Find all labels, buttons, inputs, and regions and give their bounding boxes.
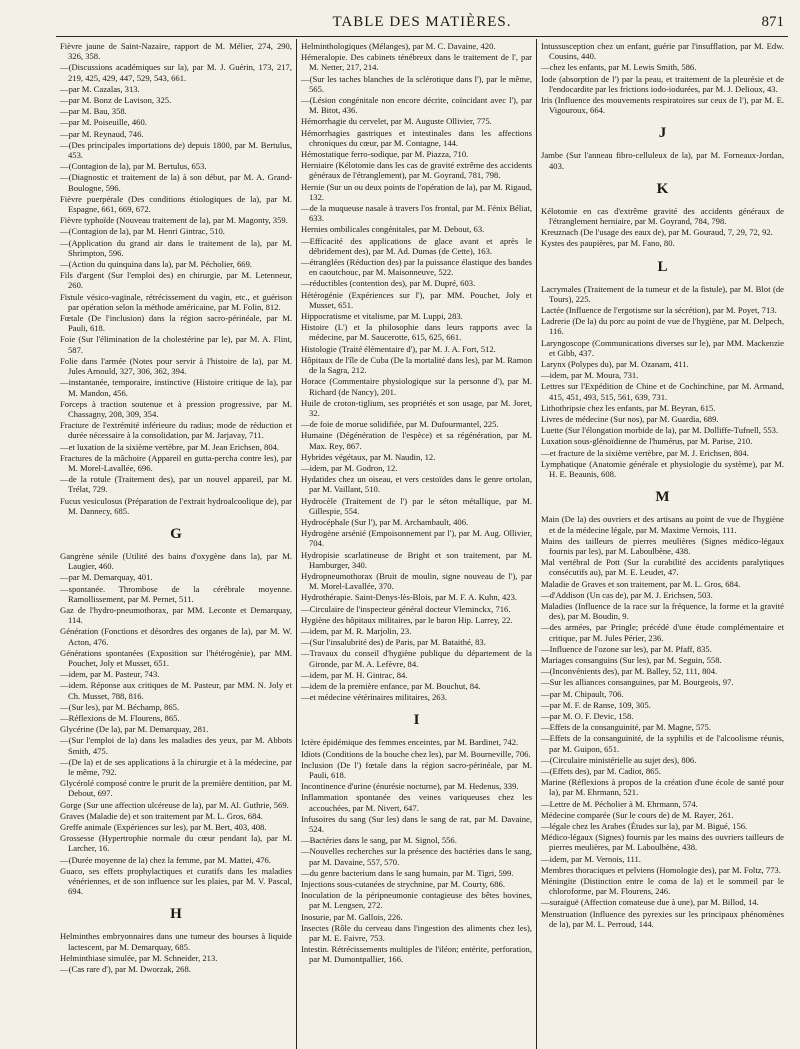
index-entry: Menstruation (Influence des pyrexies sur les principaux phénomènes de la), par M. L. Perroud, 144. xyxy=(541,908,784,929)
section-letter: L xyxy=(657,258,668,275)
index-entry: —chez les enfants, par M. Lewis Smith, 586. xyxy=(541,62,697,73)
index-entry: Histologie (Traité élémentaire d'), par M. J. A. Fort, 512. xyxy=(301,343,496,354)
index-entry: Fièvre puerpérale (Des conditions étiologiques de la), par M. Espagne, 661, 669, 672. xyxy=(60,193,292,215)
index-entry: Hydropisie scarlatineuse de Bright et son traitement, par M. Hamburger, 340. xyxy=(301,549,532,570)
index-entry: —par M. Reynaud, 746. xyxy=(60,128,144,139)
index-entry: Greffe animale (Expériences sur les), par M. Bert, 403, 408. xyxy=(60,822,267,833)
index-entry: Hydrocéphale (Sur l'), par M. Archambault, 406. xyxy=(301,516,469,527)
index-entry: Gaz de l'hydro-pneumothorax, par MM. Leconte et Demarquay, 114. xyxy=(60,604,292,626)
index-entry: Membres thoraciques et pelviens (Homologie des), par M. Foltz, 773. xyxy=(541,864,781,875)
index-entry: —suraiguë (Affection comateuse due à une), par M. Billod, 14. xyxy=(541,897,759,908)
index-entry: Fils d'argent (Sur l'emploi des) en chirurgie, par M. Letenneur, 260. xyxy=(60,270,292,291)
index-entry: —spontanée. Thrombose de la cérébrale moyenne. Ramollissement, par M. Pernet, 511. xyxy=(60,583,292,604)
index-entry: Hémeralopie. Des cabinets ténébreux dans le traitement de l', par M. Netter, 217, 214. xyxy=(301,52,532,73)
index-entry: —idem. Réponse aux critiques de M. Pasteur, par MM. N. Joly et Ch. Musset, 788, 816. xyxy=(60,680,292,701)
index-entry: —par M. Bau, 358. xyxy=(60,106,127,117)
index-entry: —Sur les alliances consanguines, par M. Bourgeois, 97. xyxy=(541,677,734,688)
index-entry: Grossesse (Hypertrophie normale du cœur pendant la), par M. Larcher, 16. xyxy=(60,833,292,854)
index-entry: Inosurie, par M. Gallois, 226. xyxy=(301,911,403,922)
index-entry: —légale chez les Arabes (Études sur la), par M. Bigué, 156. xyxy=(541,820,748,831)
index-entry: Forceps à traction soutenue et à pression progressive, par M. Chassagny, 208, 309, 354. xyxy=(60,398,292,419)
index-entry: —d'Addison (Un cas de), par M. J. Erichsen, 503. xyxy=(541,589,713,600)
index-entry: Hybrides végétaux, par M. Naudin, 12. xyxy=(301,451,436,462)
index-entry: —(Contagion de la), par M. Henri Gintrac, 510. xyxy=(60,226,225,237)
index-entry: Huile de croton-tiglium, ses propriétés et son usage, par M. Joret, 32. xyxy=(301,397,532,418)
index-entry: Générations spontanées (Exposition sur l'hétérogénie), par MM. Pouchet, Joly et Musset, 651. xyxy=(60,647,292,668)
index-entry: Hydropneumothorax (Bruit de moulin, signe nouveau de l'), par M. Morel-Lavallée, 370. xyxy=(301,570,532,592)
section-letter: M xyxy=(655,489,670,506)
index-entry: Hydatides chez un oiseau, et vers cestoïdes dans le genre ortolan, par M. Vaillant, 510. xyxy=(301,474,532,495)
index-entry: —Lettre de M. Pécholier à M. Ehrmann, 574. xyxy=(541,798,698,809)
index-entry: —réductibles (contention des), par M. Dupré, 603. xyxy=(301,278,476,289)
index-entry: Hémorrhagie du cervelet, par M. Auguste Ollivier, 775. xyxy=(301,116,492,127)
index-entry: Glycérolé composé contre le prurit de la première dentition, par M. Debout, 697. xyxy=(60,778,292,799)
index-entry: —des armées, par Pringle; précédé d'une étude complémentaire et critique, par M. Jules Périer, 236. xyxy=(541,622,784,643)
index-entry: Maladie de Graves et son traitement, par M. L. Gros, 684. xyxy=(541,578,741,589)
index-entry: Intestin. Rétrécissements multiples de l'iléon; entérite, perforation, par M. Dumontpallier, 166. xyxy=(301,944,532,965)
index-entry: —(Lésion congénitale non encore décrite, coïncidant avec l'), par M. Bitot, 436. xyxy=(301,95,532,116)
section-letter: H xyxy=(170,906,182,923)
index-entry: —idem de la première enfance, par M. Bouchut, 84. xyxy=(301,680,481,691)
index-entry: Incontinence d'urine (énurésie nocturne), par M. Hedenus, 339. xyxy=(301,781,519,792)
index-entry: —par M. F. de Ranse, 109, 305. xyxy=(541,699,651,710)
index-entry: Guaco, ses effets prophylactiques et curatifs dans les maladies vénériennes, et de son influence sur les plaies, par M. V. Pascal, 694. xyxy=(60,865,292,897)
index-entry: —(Inconvénients des), par M. Balley, 52, 111, 804. xyxy=(541,666,718,677)
index-entry: —Effets de la consanguinité, de la syphilis et de l'alcoolisme réunis, par M. Guipon, 651. xyxy=(541,733,784,754)
section-letter: I xyxy=(413,712,420,729)
index-entry: —(Sur l'emploi de la) dans les maladies des yeux, par M. Abbots Smith, 475. xyxy=(60,735,292,756)
index-entry: Idiots (Conditions de la bouche chez les), par M. Bourneville, 706. xyxy=(301,748,531,759)
index-entry: Histoire (L') et la philosophie dans leurs rapports avec la médecine, par M. Saucerotte, 615, 625, 661. xyxy=(301,322,532,343)
index-entry: —Efficacité des applications de glace avant et après le débridement des), par M. Ad. Dumas (de Cette), 163. xyxy=(301,235,532,256)
index-entry: Luxation sous-glénoïdienne de l'humérus, par M. Parise, 210. xyxy=(541,436,753,447)
index-entry: Hygiène des hôpitaux militaires, par le baron Hip. Larrey, 22. xyxy=(301,614,513,625)
index-entry: —étranglées (Réduction des) par la puissance élastique des bandes en caoutchouc, par M. Maisonneuve, 522. xyxy=(301,257,532,278)
index-entry: —(Sur l'insalubrité des) de Paris, par M. Bataithé, 83. xyxy=(301,637,486,648)
index-entry: Inoculation de la péripneumonie contagieuse des bêtes bovines, par M. Lengsen, 272. xyxy=(301,890,532,911)
index-entry: Kystes des paupières, par M. Fano, 80. xyxy=(541,238,675,249)
page-title: TABLE DES MATIÈRES. xyxy=(332,14,512,30)
index-entry: Fièvre jaune de Saint-Nazaire, rapport de M. Mélier, 274, 290, 326, 358. xyxy=(60,41,292,62)
index-entry: Mariages consanguins (Sur les), par M. Seguin, 558. xyxy=(541,654,722,665)
index-entry: Larynx (Polypes du), par M. Ozanam, 411. xyxy=(541,359,689,370)
index-entry: —idem, par M. H. Gintrac, 84. xyxy=(301,669,408,680)
index-column-1 xyxy=(56,39,296,1049)
index-entry: Inclusion (De l') fœtale dans la région sacro-périnéale, par M. Pauli, 618. xyxy=(301,759,532,780)
index-entry: Helminthiase simulée, par M. Schneider, 213. xyxy=(60,952,218,963)
index-entry: Helminthologiques (Mélanges), par M. C. Davaine, 420. xyxy=(301,41,496,51)
index-entry: —et médecine vétérinaires militaires, 263. xyxy=(301,692,448,703)
index-entry: —de la rotule (Traitement des), par un nouvel appareil, par M. Trélat, 729. xyxy=(60,474,292,495)
index-entry: —(Effets des), par M. Cadiot, 865. xyxy=(541,765,661,776)
index-entry: Injections sous-cutanées de strychnine, par M. Courty, 686. xyxy=(301,879,505,890)
index-entry: —du genre bacterium dans le sang humain, par M. Tigri, 599. xyxy=(301,867,514,878)
index-entry: —de foie de morue solidifiée, par M. Dufourmantel, 225. xyxy=(301,419,499,430)
index-entry: Marine (Réflexions à propos de la création d'une école de santé pour la), par M. Ehrmann, 521. xyxy=(541,777,784,798)
page-number: 871 xyxy=(761,14,784,30)
index-entry: —(Sur les), par M. Béchamp, 865. xyxy=(60,701,180,712)
index-entry: —idem, par M. Pasteur, 743. xyxy=(60,669,160,680)
index-entry: —idem, par M. R. Marjolin, 23. xyxy=(301,625,412,636)
index-entry: Herniaire (Kélotomie dans les cas de gravité extrême des accidents généraux de l'étranglement), par M. Goyrand, 781, 798. xyxy=(301,160,532,181)
index-entry: —Circulaire de l'inspecteur général docteur Vleminckx, 716. xyxy=(301,603,511,614)
index-entry: Foie (Sur l'élimination de la cholestérine par le), par M. A. Flint, 587. xyxy=(60,334,292,355)
index-entry: Hydrocèle (Traitement de l') par le séton métallique, par M. Gillespie, 554. xyxy=(301,495,532,516)
index-column-3 xyxy=(536,39,788,1049)
index-entry: —idem, par M. Moura, 731. xyxy=(541,370,639,381)
index-entry: Iode (absorption de l') par la peau, et traitement de la pleurésie et de l'endocardite par les frictions iodo-iodurées, par M. J. Delioux, 43. xyxy=(541,73,784,94)
index-entry: —(Contagion de la), par M. Bertulus, 653. xyxy=(60,161,207,172)
index-entry: Jambe (Sur l'anneau fibro-celluleux de la), par M. Forneaux-Jordan, 403. xyxy=(541,150,784,171)
index-entry: Infusoires du sang (Sur les) dans le sang de rat, par M. Davaine, 524. xyxy=(301,813,532,835)
index-entry: Fœtale (De l'inclusion) dans la région sacro-périnéale, par M. Pauli, 618. xyxy=(60,313,292,334)
index-entry: Horace (Commentaire physiologique sur la personne d'), par M. Richard (de Nancy), 201. xyxy=(301,376,532,397)
index-entry: Lymphatique (Anatomie générale et physiologie du système), par M. H. E. Beaunis, 608. xyxy=(541,458,784,480)
index-entry: Hernies ombilicales congénitales, par M. Debout, 63. xyxy=(301,224,485,235)
index-entry: Hydrothérapie. Saint-Denys-lès-Blois, par M. F. A. Kuhn, 423. xyxy=(301,592,518,603)
index-entry: —(Discussions académiques sur la), par M. J. Guérin, 173, 217, 219, 425, 429, 447, 529, 543, 661. xyxy=(60,62,292,83)
index-entry: Hernie (Sur un ou deux points de l'opération de la), par M. Rigaud, 132. xyxy=(301,181,532,202)
index-entry: —Nouvelles recherches sur la présence des bactéries dans le sang, par M. Davaine, 557, 570. xyxy=(301,846,532,867)
index-entry: Maladies (Influence de la race sur la fréquence, la forme et la gravité des), par M. Boudin, 9. xyxy=(541,600,784,622)
index-entry: Fièvre typhoïde (Nouveau traitement de la), par M. Magonty, 359. xyxy=(60,215,288,226)
index-entry: —de la muqueuse nasale à travers l'os frontal, par M. Fénix Béliat, 633. xyxy=(301,203,532,224)
index-entry: —(Action du quinquina dans la), par M. Pécholier, 669. xyxy=(60,259,253,270)
index-entry: —par M. Cazalas, 313. xyxy=(60,83,140,94)
index-entry: Laryngoscope (Communications diverses sur le), par MM. Mackenzie et Gibb, 437. xyxy=(541,337,784,358)
index-entry: —(Cas rare d'), par M. Dworzak, 268. xyxy=(60,964,191,975)
index-entry: —(Sur les taches blanches de la sclérotique dans l'), par le même, 565. xyxy=(301,73,532,94)
index-entry: Médecine comparée (Sur le cours de) de M. Rayer, 261. xyxy=(541,809,734,820)
index-entry: Fucus vesiculosus (Préparation de l'extrait hydroalcoolique de), par M. Dannecy, 685. xyxy=(60,495,292,516)
index-entry: Insectes (Rôle du cerveau dans l'ingestion des aliments chez les), par M. E. Faivre, 753. xyxy=(301,922,532,944)
index-entry: Fracture de l'extrémité inférieure du radius; mode de réduction et durée nécessaire à la consolidation, par M. Jarjavay, 711. xyxy=(60,420,292,441)
index-entry: —et luxation de la sixième vertèbre, par M. Jean Erichsen, 804. xyxy=(60,441,280,452)
index-entry: Kreuznach (De l'usage des eaux de), par M. Gouraud, 7, 29, 72, 92. xyxy=(541,227,773,238)
index-entry: Intussusception chez un enfant, guérie par l'insufflation, par M. Edw. Cousins, 440. xyxy=(541,41,784,62)
index-entry: Lithothripsie chez les enfants, par M. Beyran, 615. xyxy=(541,402,716,413)
index-entry: —idem, par M. Godron, 12. xyxy=(301,462,398,473)
index-columns xyxy=(56,39,788,1049)
index-entry: Ictère épidémique des femmes enceintes, par M. Bardinet, 742. xyxy=(301,737,519,748)
index-entry: Folie dans l'armée (Notes pour servir à l'histoire de la), par M. Jules Arnould, 327, 306, 362, 394. xyxy=(60,355,292,377)
index-entry: Kélotomie en cas d'extrême gravité des accidents généraux de l'étranglement herniaire, par M. Goyrand, 784, 798. xyxy=(541,205,784,227)
index-entry: Lettres sur l'Expédition de Chine et de Cochinchine, par M. Armand, 415, 451, 493, 515, 561, 639, 731. xyxy=(541,381,784,402)
index-entry: —(Des principales importations de) depuis 1800, par M. Bertulus, 453. xyxy=(60,139,292,161)
section-letter: J xyxy=(658,125,667,142)
index-entry: —par M. Bonz de Lavison, 325. xyxy=(60,95,172,106)
index-entry: —par M. Demarquay, 401. xyxy=(60,572,153,583)
index-entry: —Effets de la consanguinité, par M. Magne, 575. xyxy=(541,722,712,733)
index-entry: Main (De la) des ouvriers et des artisans au point de vue de l'hygiène et de la médecine légale, par M. Maxime Vernois, 111. xyxy=(541,514,784,535)
index-entry: Luette (Sur l'élongation morbide de la), par M. Dolliffe-Tufnell, 553. xyxy=(541,425,779,436)
index-entry: Mal vertébral de Pott (Sur la curabilité des accidents paralytiques consécutifs au), par M. E. Leudet, 47. xyxy=(541,557,784,578)
index-entry: Humaine (Dégénération de l'espèce) et sa régénération, par M. Max. Rey, 867. xyxy=(301,430,532,451)
index-entry: Fistule vésico-vaginale, rétrécissement du vagin, etc., et guérison par opération selon la méthode américaine, par M. Folin, 812. xyxy=(60,291,292,312)
index-entry: Fractures de la mâchoire (Appareil en gutta-percha contre les), par M. Morel-Lavallée, 696. xyxy=(60,452,292,473)
index-entry: Iris (Influence des mouvements respiratoires sur ceux de l'), par M. E. Vigouroux, 664. xyxy=(541,95,784,116)
index-entry: —idem, par M. Vernois, 111. xyxy=(541,853,641,864)
index-entry: —(Circulaire ministérielle au sujet des), 806. xyxy=(541,754,697,765)
index-entry: Lactée (Influence de l'ergotisme sur la sécrétion), par M. Poyet, 713. xyxy=(541,305,777,316)
index-column-2 xyxy=(296,39,536,1049)
index-entry: —instantanée, temporaire, instinctive (Histoire critique de la), par M. Mandon, 456. xyxy=(60,377,292,398)
index-entry: —Travaux du conseil d'hygiène publique du département de la Gironde, par M. A. Lefèvre, 84. xyxy=(301,648,532,669)
index-entry: Génération (Fonctions et désordres des organes de la), par M. W. Acton, 476. xyxy=(60,626,292,647)
index-entry: —par M. O. F. Devic, 158. xyxy=(541,710,634,721)
index-entry: —et fracture de la sixième vertèbre, par M. J. Erichsen, 804. xyxy=(541,447,749,458)
index-entry: —Réflexions de M. Flourens, 865. xyxy=(60,712,180,723)
index-entry: Hôpitaux de l'île de Cuba (De la mortalité dans les), par M. Ramon de la Sagra, 212. xyxy=(301,354,532,376)
index-entry: Hémostatique ferro-sodique, par M. Piazza, 710. xyxy=(301,149,469,160)
index-entry: Médico-légaux (Signes) fournis par les mains des ouvriers tailleurs de pierres meulières, par M. Laboulbène, 438. xyxy=(541,832,784,853)
page-header xyxy=(56,8,788,37)
index-entry: —Bactéries dans le sang, par M. Signol, 556. xyxy=(301,835,457,846)
index-entry: Inflammation spontanée des veines variqueuses chez les accouchées, par M. Nivert, 647. xyxy=(301,792,532,813)
section-letter: G xyxy=(170,525,182,542)
index-entry: —Influence de l'ozone sur les), par M. Pfaff, 835. xyxy=(541,643,712,654)
index-entry: —par M. Poiseuille, 460. xyxy=(60,117,147,128)
index-entry: Livres de médecine (Sur nos), par M. Guardia, 689. xyxy=(541,414,719,425)
index-entry: Hétérogénie (Expériences sur l'), par MM. Pouchet, Joly et Musset, 651. xyxy=(301,289,532,310)
index-entry: Hippocratisme et vitalisme, par M. Luppi, 283. xyxy=(301,311,463,322)
index-entry: Helminthes embryonnaires dans une tumeur des bourses à liquide lactescent, par M. Demarquay, 685. xyxy=(60,931,292,952)
index-entry: Ladrerie (De la) du porc au point de vue de l'hygiène, par M. Delpech, 116. xyxy=(541,316,784,337)
index-entry: Mains des tailleurs de pierres meulières (Signes médico-légaux fournis par les), par M. Laboulbène, 438. xyxy=(541,535,784,556)
index-entry: —(Diagnostic et traitement de la) à son début, par M. A. Grand-Boulogne, 596. xyxy=(60,172,292,193)
index-entry: Hémorrhagies gastriques et intestinales dans les affections chroniques du cœur, par M. Contagne, 144. xyxy=(301,127,532,148)
index-entry: Hydrogène arsénié (Empoisonnement par l'), par M. Aug. Ollivier, 704. xyxy=(301,528,532,549)
index-entry: Lacrymales (Traitement de la tumeur et de la fistule), par M. Blot (de Tours), 225. xyxy=(541,283,784,304)
index-entry: Graves (Maladie de) et son traitement par M. L. Gros, 684. xyxy=(60,810,263,821)
index-entry: —(Durée moyenne de la) chez la femme, par M. Mattei, 476. xyxy=(60,854,271,865)
index-entry: Glycérine (De la), par M. Demarquay, 281. xyxy=(60,724,209,735)
index-entry: Gangrène sénile (Utilité des bains d'oxygène dans la), par M. Laugier, 460. xyxy=(60,550,292,572)
index-entry: Méningite (Distinction entre le coma de la) et le sommeil par le chloroforme, par M. Flourens, 246. xyxy=(541,876,784,897)
index-entry: Gorge (Sur une affection ulcéreuse de la), par M. Al. Guthrie, 569. xyxy=(60,799,289,810)
index-entry: —(De la) et de ses applications à la chirurgie et à la médecine, par le même, 792. xyxy=(60,756,292,777)
index-entry: —par M. Chipault, 706. xyxy=(541,688,624,699)
index-entry: —(Application du grand air dans le traitement de la), par M. Shrimpton, 596. xyxy=(60,237,292,258)
section-letter: K xyxy=(656,180,669,197)
